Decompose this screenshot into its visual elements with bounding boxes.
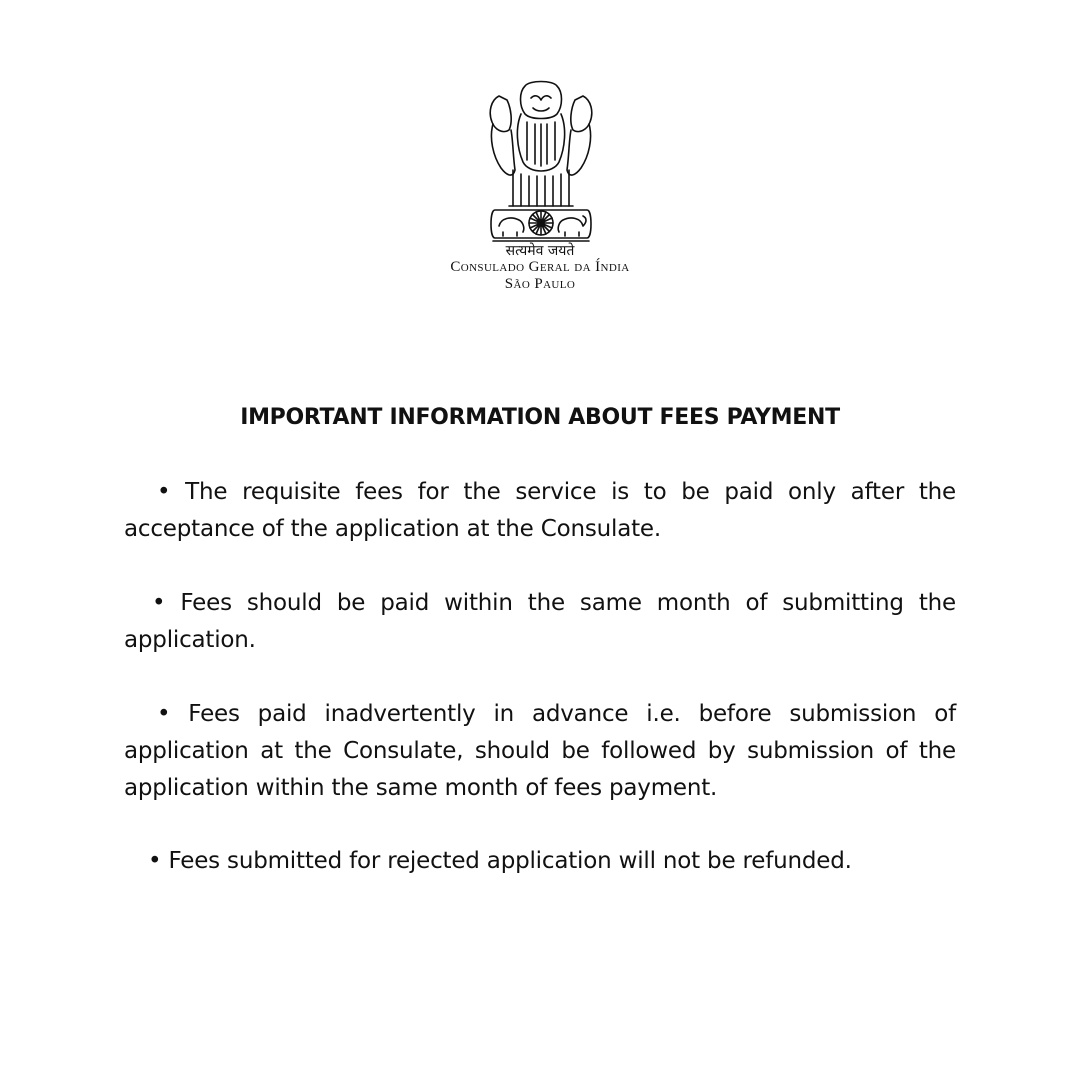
- emblem-motto: सत्यमेव जयते: [505, 243, 575, 259]
- org-city: São Paulo: [504, 276, 576, 292]
- notice-item: • Fees should be paid within the same month of submitting the application.: [124, 590, 956, 653]
- notice-item: • Fees submitted for rejected application will not be refunded.: [148, 848, 852, 874]
- national-emblem-icon: [483, 78, 599, 246]
- org-name: Consulado Geral da Índia: [450, 259, 630, 275]
- notice-title: IMPORTANT INFORMATION ABOUT FEES PAYMENT: [240, 405, 840, 430]
- notice-item: • Fees paid inadvertently in advance i.e. before submission of application at the Consulate, should be followed by submission of the application within the same month of fees payment.: [124, 701, 956, 801]
- notice-item: • The requisite fees for the service is to be paid only after the acceptance of the application at the Consulate.: [124, 479, 956, 542]
